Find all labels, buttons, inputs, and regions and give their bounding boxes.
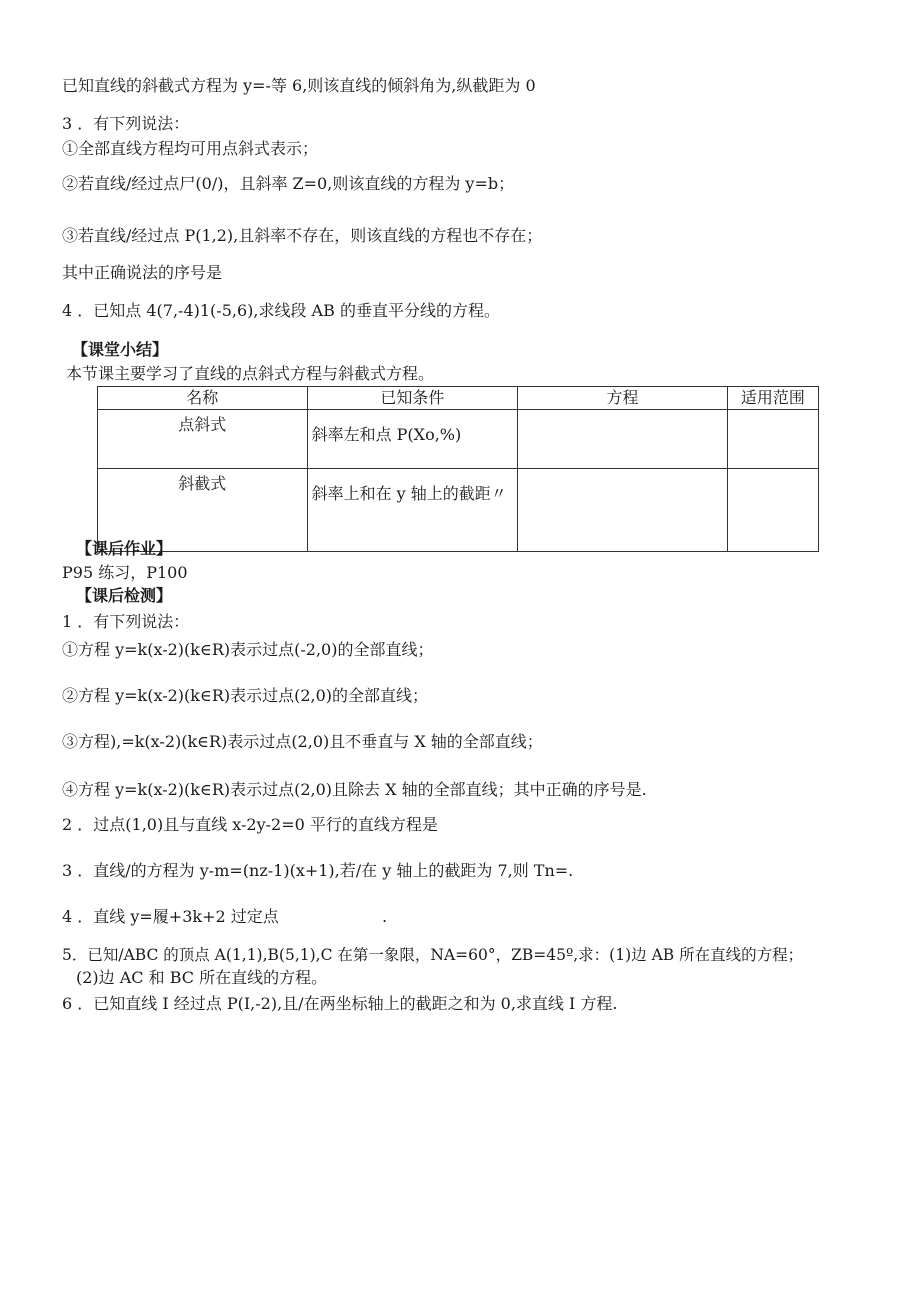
check-q4: 4 ．直线 y=履+3k+2 过定点 [62,907,279,926]
check-q6: 6 ．已知直线 I 经过点 P(I,-2),且/在两坐标轴上的截距之和为 0,求直线 I 方程. [62,994,618,1013]
check-q5-line1: 5．已知/ABC 的顶点 A(1,1),B(5,1),C 在第一象限，NA=60°，ZB=45º,求：(1)边 AB 所在直线的方程； [62,946,804,964]
table-header-scope: 适用范围 [727,387,818,410]
check-q1-item-4: ④方程 y=k(x-2)(k∈R)表示过点(2,0)且除去 X 轴的全部直线；其中正确的序号是. [62,780,647,799]
table-cell-name: 点斜式 [98,410,308,469]
homework-heading: 【课后作业】 [76,539,173,558]
q3-title: 3 ．有下列说法： [62,114,190,133]
q3-item-1: ①全部直线方程均可用点斜式表示； [62,139,319,158]
table-row [98,469,819,552]
homework-text: P95 练习，P100 [62,563,188,582]
table-row [98,410,819,469]
table-cell-name: 斜截式 [98,469,308,552]
check-q4-end: . [382,907,388,926]
table-header-row [98,387,819,410]
table-cell-equation [518,469,728,552]
check-q1-title: 1 ．有下列说法： [62,612,190,631]
q4-line: 4 ．已知点 4(7,-4)1(-5,6),求线段 AB 的垂直平分线的方程。 [62,301,500,320]
q3-item-2: ②若直线/经过点尸(0/)，且斜率 Z=0,则该直线的方程为 y=b； [62,174,515,193]
q3-item-3: ③若直线/经过点 P(1,2),且斜率不存在，则该直线的方程也不存在； [62,226,543,245]
check-q3: 3 ．直线/的方程为 y-m=(nz-1)(x+1),若/在 y 轴上的截距为 7,则 Tn=. [62,861,574,880]
table-cell-condition: 斜率左和点 P(Xo,%) [307,410,518,469]
summary-text: 本节课主要学习了直线的点斜式方程与斜截式方程。 [66,364,435,383]
table-cell-scope [727,469,818,552]
check-heading: 【课后检测】 [76,586,173,605]
summary-heading: 【课堂小结】 [72,340,169,359]
check-q5-line2: (2)边 AC 和 BC 所在直线的方程。 [76,968,328,987]
check-q1-item-1: ①方程 y=k(x-2)(k∈R)表示过点(-2,0)的全部直线； [62,640,434,659]
table-cell-equation [518,410,728,469]
table-cell-scope [727,410,818,469]
table-header-condition: 已知条件 [307,387,518,410]
check-q1-item-2: ②方程 y=k(x-2)(k∈R)表示过点(2,0)的全部直线； [62,686,429,705]
intro-line: 已知直线的斜截式方程为 y=-等 6,则该直线的倾斜角为,纵截距为 0 [62,76,536,95]
table-header-equation: 方程 [518,387,728,410]
summary-table [97,386,819,552]
check-q2: 2 ．过点(1,0)且与直线 x-2y-2=0 平行的直线方程是 [62,815,438,834]
table-header-name: 名称 [98,387,308,410]
table-cell-condition: 斜率上和在 y 轴上的截距〃 [307,469,518,552]
q3-answer-prompt: 其中正确说法的序号是 [62,263,223,282]
check-q1-item-3: ③方程),=k(x-2)(k∈R)表示过点(2,0)且不垂直与 X 轴的全部直线； [62,732,543,751]
